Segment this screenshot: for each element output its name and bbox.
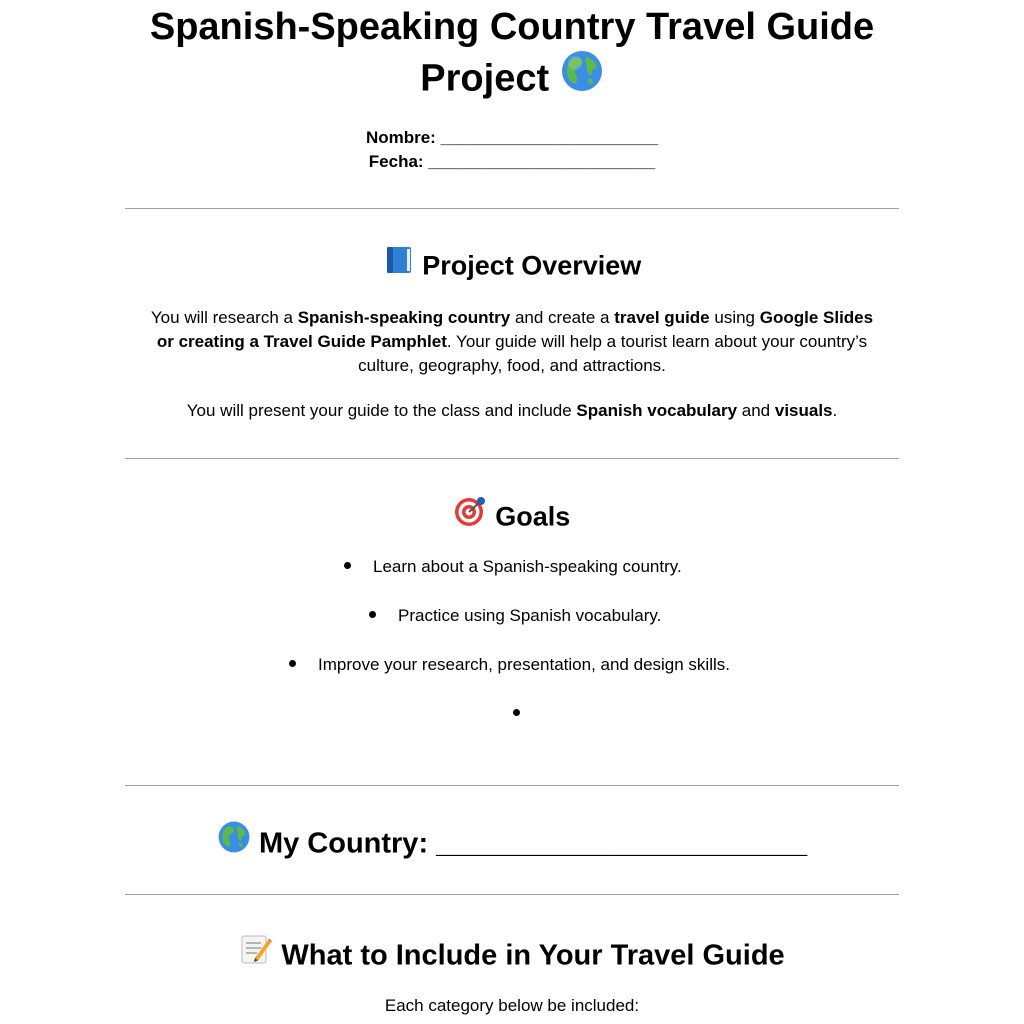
memo-pencil-icon: [239, 932, 273, 976]
bullet-icon: [513, 709, 520, 716]
bullet-icon: [289, 660, 296, 667]
nombre-field: Nombre: _______________________: [365, 128, 659, 147]
overview-paragraph-2: You will present your guide to the class and include Spanish vocabulary and visuals.: [186, 401, 838, 420]
target-icon: [454, 494, 488, 537]
globe-icon: [217, 820, 251, 864]
title-line-2: [0, 52, 1024, 109]
include-heading-text: What to Include in Your Travel Guide: [281, 939, 785, 972]
fecha-field: Fecha: ________________________: [368, 152, 656, 171]
overview-heading: [0, 247, 1024, 288]
title-line-2-text: Project: [420, 57, 550, 100]
goals-heading: [0, 497, 1024, 540]
student-fields: [0, 126, 1024, 174]
globe-icon: [560, 49, 604, 106]
my-country-heading: [0, 823, 1024, 867]
include-intro: Each category below be included:: [384, 996, 640, 1015]
bullet-icon: [369, 611, 376, 618]
list-item: [513, 702, 520, 726]
overview-heading-text: Project Overview: [422, 250, 642, 281]
list-item: Improve your research, presentation, and design skills.: [289, 653, 730, 677]
list-item: Practice using Spanish vocabulary.: [369, 604, 661, 628]
include-heading: [0, 935, 1024, 979]
goals-heading-text: Goals: [495, 501, 571, 532]
blue-book-icon: [383, 244, 415, 285]
divider-3: [125, 785, 899, 786]
overview-paragraph-1: You will research a Spanish-speaking country and create a travel guide using Google Slides or creating a Travel Guide Pamphlet. Your guide will help a tourist learn about your country’s culture, geography, food, and attractions.: [150, 308, 874, 375]
divider-4: [125, 894, 899, 895]
title-line-1: Spanish-Speaking Country Travel Guide: [149, 6, 875, 48]
list-item: Learn about a Spanish-speaking country.: [344, 555, 682, 579]
page-title: [0, 2, 1024, 109]
divider-2: [125, 458, 899, 459]
divider-1: [125, 208, 899, 209]
my-country-heading-text: My Country: _______________________: [258, 827, 808, 860]
bullet-icon: [344, 562, 351, 569]
